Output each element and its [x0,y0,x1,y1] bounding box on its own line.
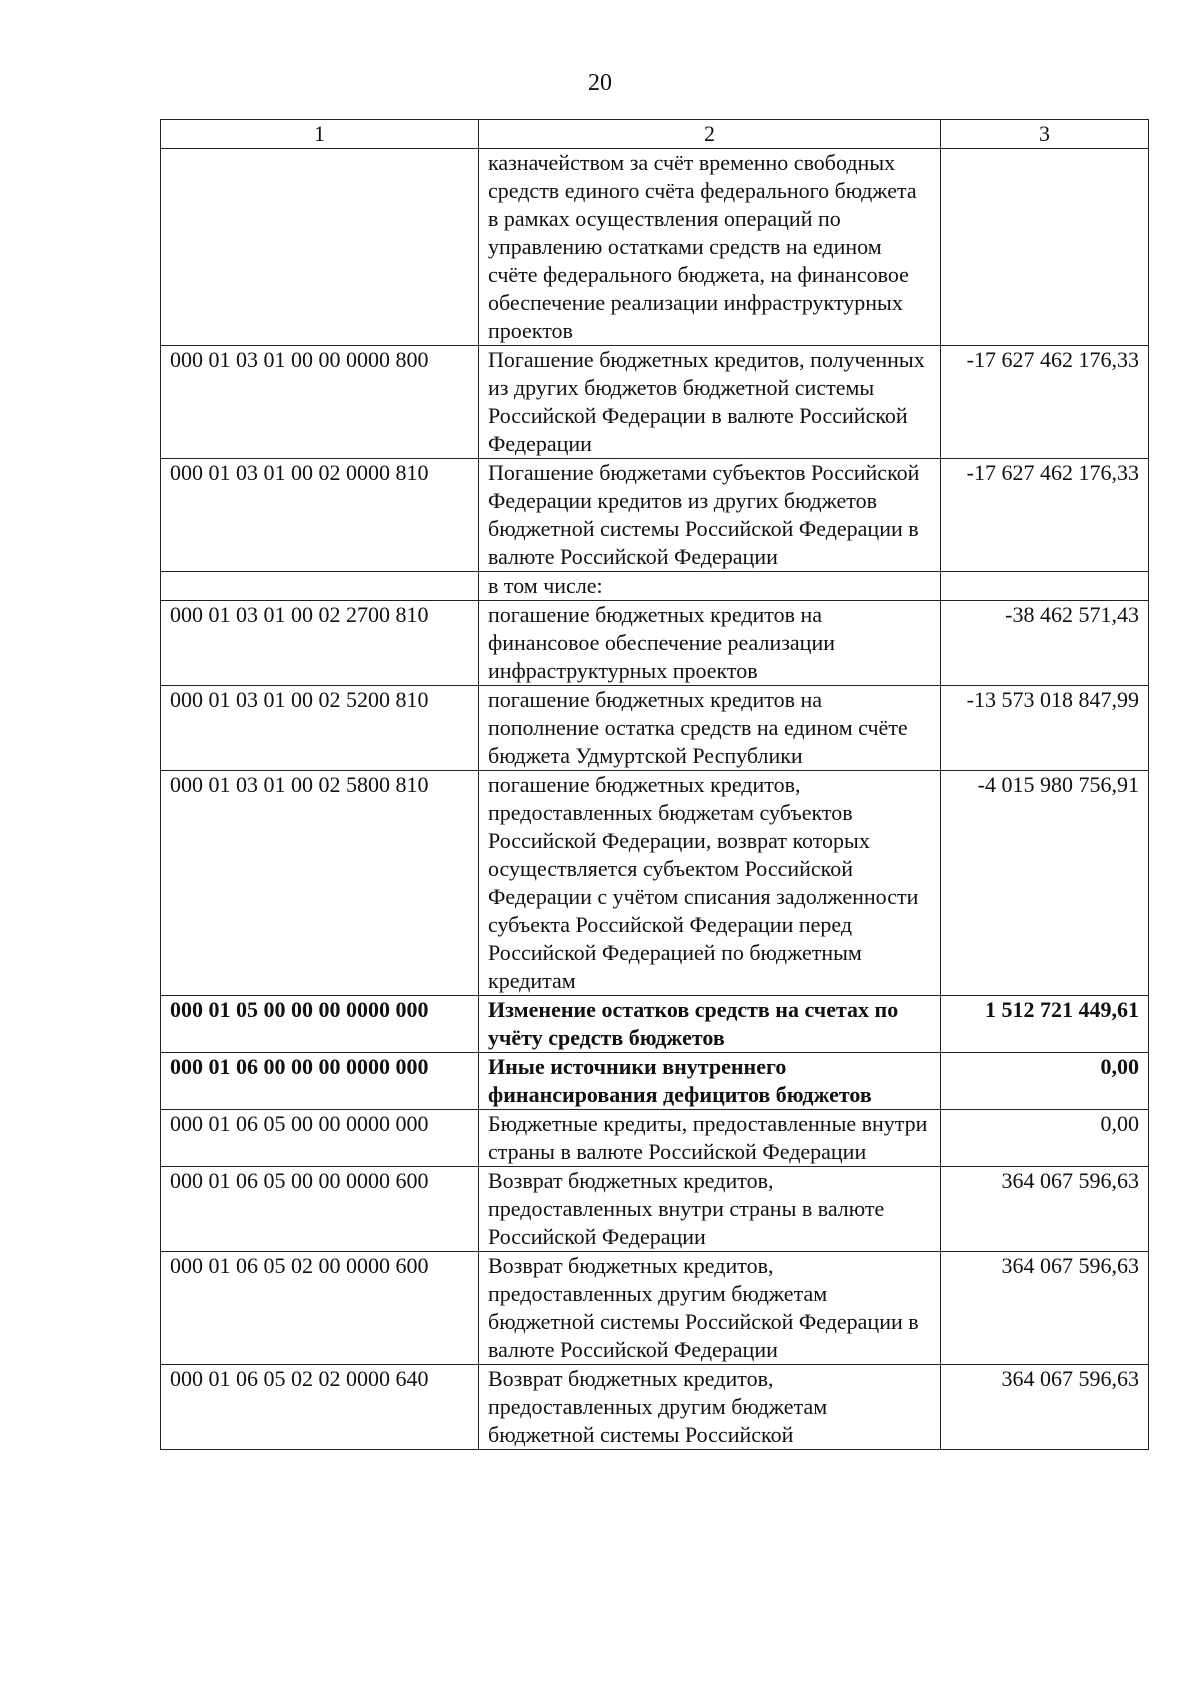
row-code: 000 01 06 05 02 00 0000 600 [161,1252,479,1365]
row-amount: -13 573 018 847,99 [941,686,1149,771]
row-code [161,149,479,346]
row-amount: -17 627 462 176,33 [941,459,1149,572]
table-row [161,459,1149,572]
row-description: Иные источники внутреннего финансирования дефицитов бюджетов [479,1053,941,1110]
row-description: Возврат бюджетных кредитов, предоставленных другим бюджетам бюджетной системы Российской [479,1365,941,1450]
row-amount: 364 067 596,63 [941,1252,1149,1365]
row-description: Бюджетные кредиты, предоставленные внутри страны в валюте Российской Федерации [479,1110,941,1167]
table-row [161,572,1149,601]
page-number: 20 [588,70,612,96]
table-row-bold [161,1053,1149,1110]
table-row [161,346,1149,459]
table-header [161,120,1149,149]
row-description: погашение бюджетных кредитов на финансовое обеспечение реализации инфраструктурных проектов [479,601,941,686]
table-row [161,1167,1149,1252]
row-amount: 0,00 [941,1110,1149,1167]
row-amount: 1 512 721 449,61 [941,996,1149,1053]
row-description: Погашение бюджетных кредитов, полученных из других бюджетов бюджетной системы Российской Федерации в валюте Российской Федерации [479,346,941,459]
row-amount: -4 015 980 756,91 [941,771,1149,996]
row-code: 000 01 05 00 00 00 0000 000 [161,996,479,1053]
row-code: 000 01 06 00 00 00 0000 000 [161,1053,479,1110]
table-row [161,1110,1149,1167]
row-code: 000 01 06 05 02 02 0000 640 [161,1365,479,1450]
row-amount: 0,00 [941,1053,1149,1110]
table-row [161,601,1149,686]
column-header-amount: 3 [941,120,1149,149]
row-code: 000 01 06 05 00 00 0000 600 [161,1167,479,1252]
row-code: 000 01 03 01 00 02 5200 810 [161,686,479,771]
table-row [161,1252,1149,1365]
column-header-description: 2 [479,120,941,149]
table-row [161,686,1149,771]
row-description: погашение бюджетных кредитов, предоставленных бюджетам субъектов Российской Федерации, возврат которых осуществляется субъектом Российской Федерации с учётом списания задолженности субъекта Российской Федерации перед Российской Федерацией по бюджетным кредитам [479,771,941,996]
table-row-bold [161,996,1149,1053]
row-code [161,572,479,601]
column-header-code: 1 [161,120,479,149]
table-row [161,1365,1149,1450]
row-description: Возврат бюджетных кредитов, предоставленных другим бюджетам бюджетной системы Российской Федерации в валюте Российской Федерации [479,1252,941,1365]
row-description: Погашение бюджетами субъектов Российской Федерации кредитов из других бюджетов бюджетной системы Российской Федерации в валюте Российской Федерации [479,459,941,572]
row-code: 000 01 03 01 00 00 0000 800 [161,346,479,459]
row-code: 000 01 06 05 00 00 0000 000 [161,1110,479,1167]
row-amount [941,149,1149,346]
row-description: погашение бюджетных кредитов на пополнение остатка средств на едином счёте бюджета Удмуртской Республики [479,686,941,771]
row-description: Изменение остатков средств на счетах по учёту средств бюджетов [479,996,941,1053]
row-amount: 364 067 596,63 [941,1167,1149,1252]
row-amount: 364 067 596,63 [941,1365,1149,1450]
budget-sources-table [160,119,1149,1450]
row-code: 000 01 03 01 00 02 0000 810 [161,459,479,572]
row-amount [941,572,1149,601]
table-header-row [161,120,1149,149]
table-row [161,771,1149,996]
row-description: Возврат бюджетных кредитов, предоставленных внутри страны в валюте Российской Федерации [479,1167,941,1252]
row-code: 000 01 03 01 00 02 2700 810 [161,601,479,686]
row-amount: -17 627 462 176,33 [941,346,1149,459]
row-code: 000 01 03 01 00 02 5800 810 [161,771,479,996]
row-description: казначейством за счёт временно свободных средств единого счёта федерального бюджета в рамках осуществления операций по управлению остатками средств на едином счёте федерального бюджета, на финансовое обеспечение реализации инфраструктурных проектов [479,149,941,346]
table-body [161,149,1149,1450]
row-amount: -38 462 571,43 [941,601,1149,686]
table-row [161,149,1149,346]
row-description: в том числе: [479,572,941,601]
